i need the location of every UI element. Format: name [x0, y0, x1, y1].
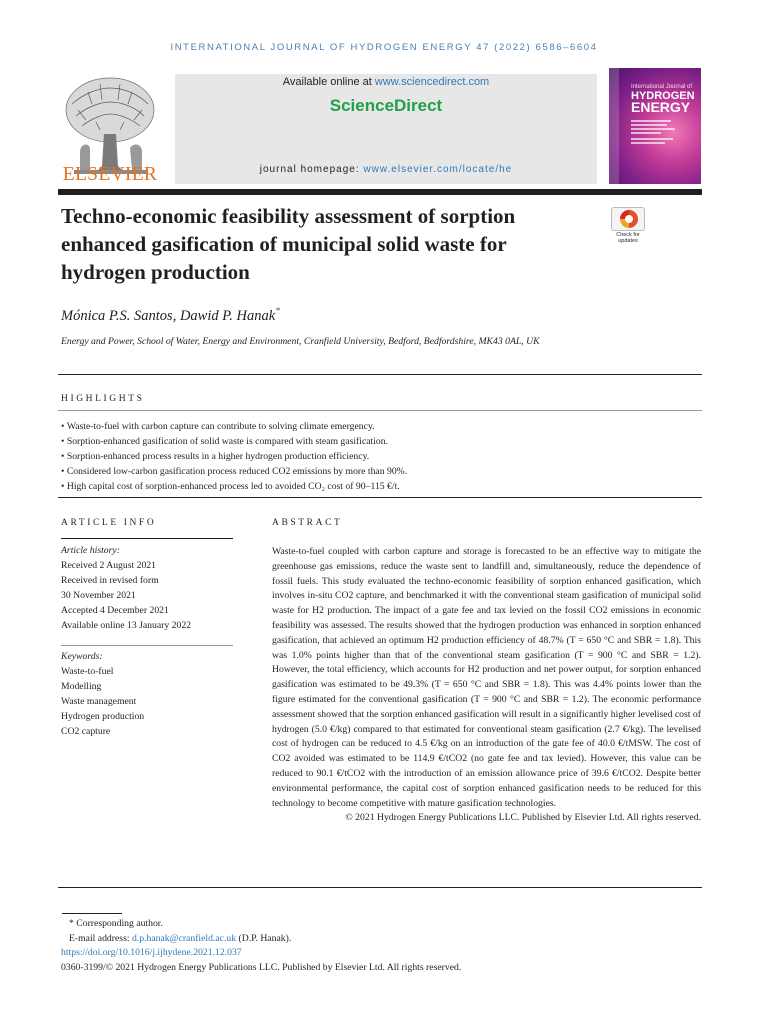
check-for-updates-button[interactable] [610, 207, 646, 245]
highlights-rule [58, 410, 702, 411]
highlight-item: • High capital cost of sorption-enhanced process led to avoided CO₂ cost of 90–115 €/t. [61, 479, 701, 494]
cover-subtitle: International Journal of [631, 84, 693, 90]
affiliation: Energy and Power, School of Water, Energy and Environment, Cranfield University, Bedford, Bedfordshire, MK43 0AL, UK [61, 336, 540, 347]
email-link[interactable]: d.p.hanak@cranfield.ac.uk [131, 932, 237, 944]
history-keywords-rule [61, 645, 233, 646]
history-item: Received 2 August 2021 [61, 560, 156, 571]
elsevier-logo-text: ELSEVIER [62, 164, 158, 185]
sciencedirect-logo: ScienceDirect [329, 96, 443, 115]
check-for-updates-icon [611, 207, 645, 231]
journal-homepage [175, 164, 597, 175]
highlight-item: • Sorption-enhanced gasification of solid waste is compared with steam gasification. [61, 434, 701, 449]
authors [61, 306, 280, 325]
journal-homepage-link[interactable]: www.elsevier.com/locate/he [363, 164, 513, 175]
highlights-divider [58, 497, 702, 498]
keyword-item: Waste management [61, 696, 137, 707]
history-item: Accepted 4 December 2021 [61, 605, 169, 616]
journal-banner [175, 74, 597, 184]
abstract-copyright: © 2021 Hydrogen Energy Publications LLC. Published by Elsevier Ltd. All rights reserved. [345, 812, 701, 824]
article-history-label: Article history: [61, 545, 120, 556]
corresponding-author-note: * Corresponding author. [69, 918, 163, 929]
corresponding-author-mark[interactable]: * [275, 306, 281, 317]
article-info-rule [61, 538, 233, 539]
highlight-item: • Waste-to-fuel with carbon capture can contribute to solving climate emergency. [61, 419, 701, 434]
journal-citation-line: INTERNATIONAL JOURNAL OF HYDROGEN ENERGY 47 (2022) 6586–6604 [170, 42, 598, 53]
keyword-item: Waste-to-fuel [61, 666, 114, 677]
footnotes [61, 917, 701, 975]
history-item: Received in revised form [61, 575, 159, 586]
highlight-item: • Considered low-carbon gasification process reduced CO2 emissions by more than 90%. [61, 464, 701, 479]
issn-copyright: 0360-3199/© 2021 Hydrogen Energy Publications LLC. Published by Elsevier Ltd. All rights reserved. [61, 961, 462, 973]
highlight-item: • Sorption-enhanced process results in a higher hydrogen production efficiency. [61, 449, 701, 464]
abstract-text: Waste-to-fuel coupled with carbon capture and storage is forecasted to be an effective way to mitigate the greenhouse gas emissions, reduce the waste sent to landfill and, simultaneously, reduce the dependence of fossil fuels. This study evaluated the techno-economic feasibility of sorption enhanced gasification, which involves in-situ CO2 capture, and benchmarked it with the conventional steam gasification of municipal solid waste for H2 production. The impact of a gate fee and tax levied on the fossil CO2 emissions in economic feasibility was assessed. The results showed that the hydrogen production was enhanced in sorption enhanced gasification, that achieved an optimum H2 production efficiency of 48.7% (T = 650 °C and SBR = 1.8). This was 1.0% points higher than that of the conventional steam gasification (T = 900 °C and SBR = 1.2). However, the total efficiency, which accounts for H2 production and net power output, for sorption enhanced gasification was estimated to be 49.3% (T = 650 °C and SBR = 1.8). This was 4.4% points lower than the figure estimated for the conventional gasification (T = 900 °C and SBR = 1.2). The economic performance assessment showed that the sorption enhanced gasification will result in a significantly higher levelised cost of hydrogen (5.0 €/kg) compared to that estimated for conventional steam gasification (2.7 €/kg). The levelised cost of hydrogen can be reduced to 4.5 €/kg on an introduction of the gate fee of 40.0 €/tMSW. The cost of CO2 avoided was estimated to be 114.9 €/tCO2 (no gate fee and tax levied). However, this value can be reduced to 90.1 €/tCO2 with the introduction of an emission allowance price of 39.6 €/tCO2. Despite better environmental performance, the capital cost of sorption enhanced gasification needs to be reduced for this technology to become competitive with mature gasification technologies. [272, 546, 701, 809]
cover-title-line2: ENERGY [631, 99, 691, 115]
email-line [61, 932, 701, 947]
abstract-heading: ABSTRACT [272, 518, 343, 528]
article-info-heading: ARTICLE INFO [61, 518, 157, 528]
doi-link[interactable]: https://doi.org/10.1016/j.ijhydene.2021.12.037 [61, 947, 242, 959]
history-item: Available online 13 January 2022 [61, 620, 192, 631]
article-title: Techno-economic feasibility assessment of sorption enhanced gasification of municipal solid waste for hydrogen production [61, 204, 516, 284]
email-prefix: E-mail address: [69, 932, 132, 944]
abstract-divider [58, 887, 702, 888]
keyword-item: CO2 capture [61, 726, 111, 737]
check-for-updates-label: Check for updates [616, 232, 640, 244]
keyword-item: Hydrogen production [61, 711, 145, 722]
abstract-body [272, 545, 701, 826]
footnote-rule [62, 913, 122, 914]
header-divider [58, 189, 702, 195]
highlights-heading: HIGHLIGHTS [61, 394, 145, 404]
journal-cover-image [609, 68, 701, 184]
available-online-prefix: Available online at [282, 76, 375, 88]
article-info [61, 543, 233, 739]
available-online [175, 76, 597, 88]
email-suffix: (D.P. Hanak). [236, 932, 292, 944]
author-names: Mónica P.S. Santos, Dawid P. Hanak [61, 307, 276, 324]
sciencedirect-link[interactable]: www.sciencedirect.com [374, 76, 490, 88]
keywords-label: Keywords: [61, 651, 103, 662]
history-item: 30 November 2021 [61, 590, 136, 601]
homepage-prefix: journal homepage: [259, 164, 364, 175]
highlights-list [61, 419, 701, 494]
affiliation-divider [58, 374, 702, 375]
cover-spine [609, 68, 619, 184]
keyword-item: Modelling [61, 681, 102, 692]
cover-title-line1: HYDROGEN [631, 90, 695, 102]
